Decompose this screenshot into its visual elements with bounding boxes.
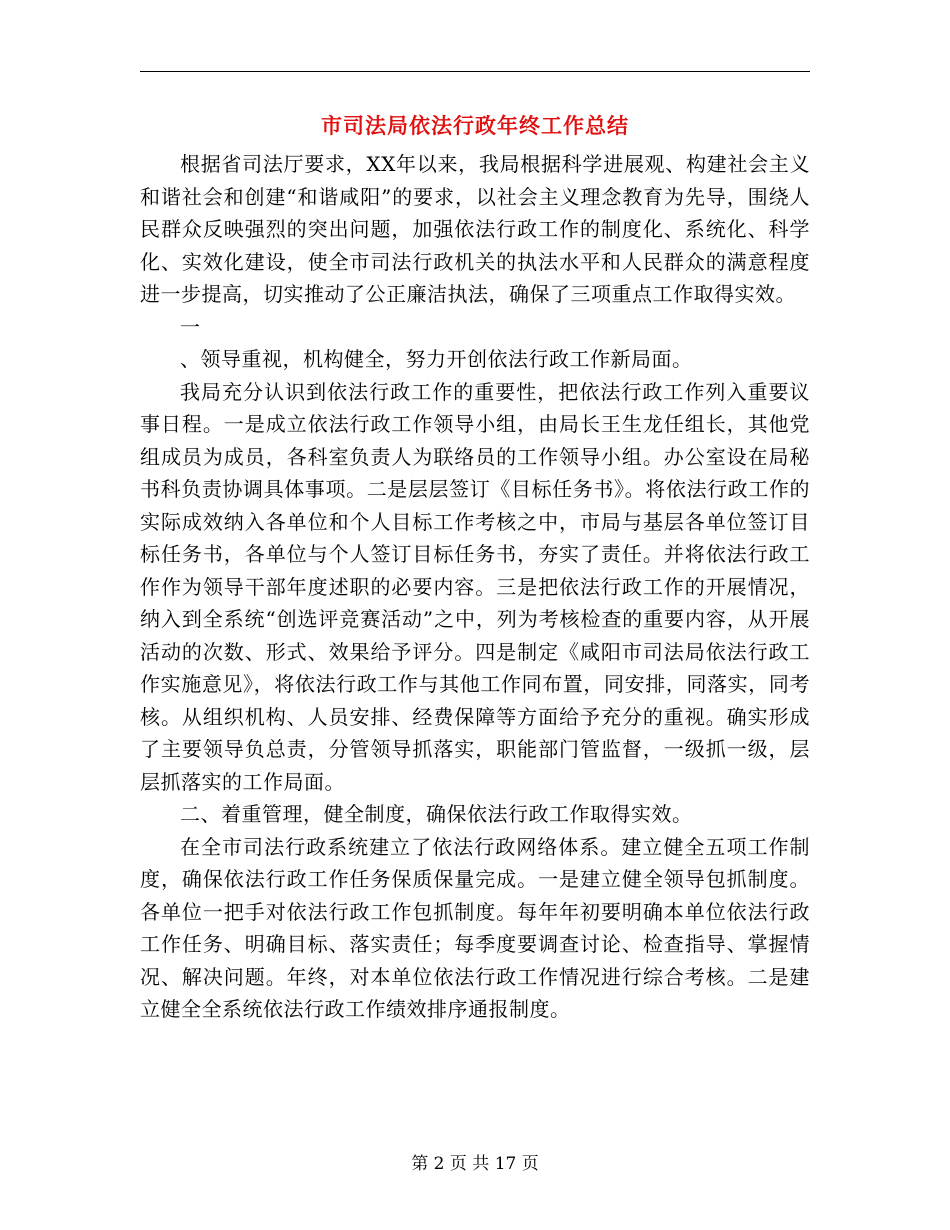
paragraph-section-two: 在全市司法行政系统建立了依法行政网络体系。建立健全五项工作制度，确保依法行政工作任务保质保量完成。一是建立健全领导包抓制度。各单位一把手对依法行政工作包抓制度。每年年初要明确本单位依法行政工作任务、明确目标、落实责任；每季度要调查讨论、检查指导、掌握情况、解决问题。年终，对本单位依法行政工作情况进行综合考核。二是建立健全全系统依法行政工作绩效排序通报制度。 bbox=[140, 834, 810, 1021]
paragraph-intro: 根据省司法厅要求，XX年以来，我局根据科学进展观、构建社会主义和谐社会和创建“和谐咸阳”的要求，以社会主义理念教育为先导，围绕人民群众反映强烈的突出问题，加强依法行政工作的制度化、系统化、科学化、实效化建设，使全市司法行政机关的执法水平和人民群众的满意程度进一步提高，切实推动了公正廉洁执法，确保了三项重点工作取得实效。 bbox=[140, 152, 810, 306]
footer-page-number: 2 bbox=[433, 1154, 445, 1174]
footer-prefix: 第 bbox=[411, 1154, 429, 1174]
document-title: 市司法局依法行政年终工作总结 bbox=[321, 114, 629, 138]
header-rule bbox=[140, 71, 810, 72]
document-body bbox=[140, 148, 810, 1026]
paragraph-section-one: 我局充分认识到依法行政工作的重要性，把依法行政工作列入重要议事日程。一是成立依法行政工作领导小组，由局长王生龙任组长，其他党组成员为成员，各科室负责人为联络员的工作领导小组。办公室设在局秘书科负责协调具体事项。二是层层签订《目标任务书》。将依法行政工作的实际成效纳入各单位和个人目标工作考核之中，市局与基层各单位签订目标任务书，各单位与个人签订目标任务书，夯实了责任。并将依法行政工作作为领导干部年度述职的必要内容。三是把依法行政工作的开展情况，纳入到全系统“创选评竞赛活动”之中，列为考核检查的重要内容，从开展活动的次数、形式、效果给予评分。四是制定《咸阳市司法局依法行政工作实施意见》，将依法行政工作与其他工作同布置，同安排，同落实，同考核。从组织机构、人员安排、经费保障等方面给予充分的重视。确实形成了主要领导负总责，分管领导抓落实，职能部门管监督，一级抓一级，层层抓落实的工作局面。 bbox=[140, 379, 810, 794]
footer-total-pages: 17 bbox=[494, 1154, 517, 1174]
footer-suffix: 页 bbox=[521, 1154, 539, 1174]
section-heading-two: 二、着重管理，健全制度，确保依法行政工作取得实效。 bbox=[180, 802, 693, 826]
section-number-one: 一 bbox=[180, 314, 201, 339]
section-heading-one: 、领导重视，机构健全，努力开创依法行政工作新局面。 bbox=[180, 347, 693, 371]
footer-middle: 页 共 bbox=[449, 1154, 490, 1174]
page-footer bbox=[0, 1152, 950, 1176]
